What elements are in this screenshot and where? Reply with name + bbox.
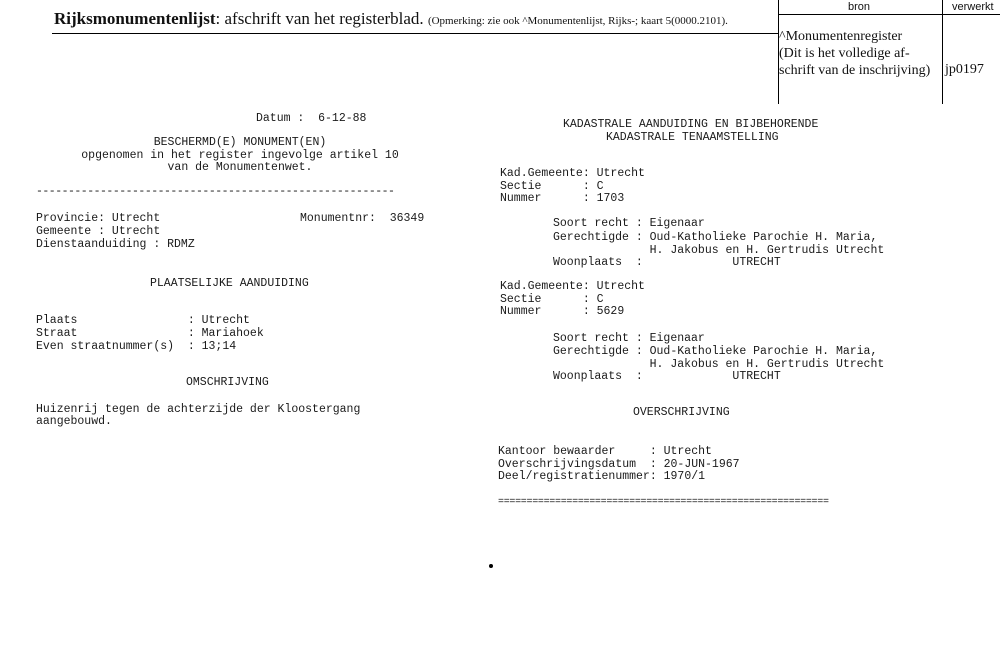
even-straatnummer-row: Even straatnummer(s) : 13;14: [36, 340, 237, 353]
monumentnr-row: Monumentnr: 36349: [300, 212, 425, 225]
provincie-row: Provincie: Utrecht: [36, 212, 161, 225]
omschrijving-line-1: Huizenrij tegen de achterzijde der Kloostergang: [36, 403, 361, 416]
col-bron-header: bron: [848, 1, 871, 13]
source-box-header-rule: [778, 14, 1000, 15]
parcel2-nummer: Nummer : 5629: [500, 305, 625, 318]
omschrijving-line-2: aangebouwd.: [36, 415, 112, 428]
parcel2-sectie: Sectie : C: [500, 293, 604, 306]
heading-beschermd: BESCHERMD(E) MONUMENT(EN): [153, 136, 327, 149]
title-bold: Rijksmonumentenlijst: [54, 9, 216, 28]
bron-line-1: ^Monumentenregister: [779, 29, 903, 44]
plaats-row: Plaats : Utrecht: [36, 314, 250, 327]
verwerkt-value: jp0197: [945, 62, 984, 77]
title-rest: : afschrift van het registerblad.: [215, 9, 424, 28]
straat-row: Straat : Mariahoek: [36, 327, 264, 340]
parcel2-woonplaats: Woonplaats : UTRECHT: [553, 370, 781, 383]
dienst-row: Dienstaanduiding : RDMZ: [36, 238, 195, 251]
title-note: (Opmerking: zie ook ^Monumentenlijst, Rijks-; kaart 5(0000.2101).: [427, 15, 728, 27]
scan-speck: [489, 564, 493, 568]
kadastrale-heading-1: KADASTRALE AANDUIDING EN BIJBEHORENDE: [563, 118, 819, 131]
kantoor-row: Kantoor bewaarder : Utrecht: [498, 445, 712, 458]
parcel1-soort-recht: Soort recht : Eigenaar: [553, 217, 705, 230]
omschrijving-heading: OMSCHRIJVING: [186, 376, 269, 389]
dashed-rule: --------------------------------------------------------: [36, 185, 395, 198]
overschrijvingsdatum-row: Overschrijvingsdatum : 20-JUN-1967: [498, 458, 740, 471]
col-verwerkt-header: verwerkt: [952, 1, 994, 13]
page-title: [54, 9, 728, 29]
parcel2-soort-recht: Soort recht : Eigenaar: [553, 332, 705, 345]
parcel1-woonplaats: Woonplaats : UTRECHT: [553, 256, 781, 269]
parcel1-nummer: Nummer : 1703: [500, 192, 625, 205]
parcel2-gerechtigde-1: Gerechtigde : Oud-Katholieke Parochie H. Maria,: [553, 345, 878, 358]
plaatselijke-heading: PLAATSELIJKE AANDUIDING: [150, 277, 309, 290]
overschrijving-heading: OVERSCHRIJVING: [633, 406, 730, 419]
gemeente-row: Gemeente : Utrecht: [36, 225, 161, 238]
bron-line-2: (Dit is het volledige af-: [779, 46, 910, 61]
heading-opgenomen: opgenomen in het register ingevolge artikel 10: [81, 149, 399, 162]
parcel1-gemeente: Kad.Gemeente: Utrecht: [500, 167, 645, 180]
parcel2-gemeente: Kad.Gemeente: Utrecht: [500, 280, 645, 293]
bron-line-3: schrift van de inschrijving): [779, 63, 931, 78]
deel-registratie-row: Deel/registratienummer: 1970/1: [498, 470, 706, 483]
kadastrale-heading-2: KADASTRALE TENAAMSTELLING: [606, 131, 779, 144]
heading-monumentenwet: van de Monumentenwet.: [167, 161, 313, 174]
parcel2-gerechtigde-2: H. Jakobus en H. Gertrudis Utrecht: [553, 358, 885, 371]
parcel1-gerechtigde-1: Gerechtigde : Oud-Katholieke Parochie H. Maria,: [553, 231, 878, 244]
parcel1-sectie: Sectie : C: [500, 180, 604, 193]
equals-rule: ==========================================================: [498, 497, 829, 508]
parcel1-gerechtigde-2: H. Jakobus en H. Gertrudis Utrecht: [553, 244, 885, 257]
bron-value: [779, 28, 944, 79]
header-underline: [52, 33, 779, 34]
datum-line: Datum : 6-12-88: [256, 112, 367, 125]
